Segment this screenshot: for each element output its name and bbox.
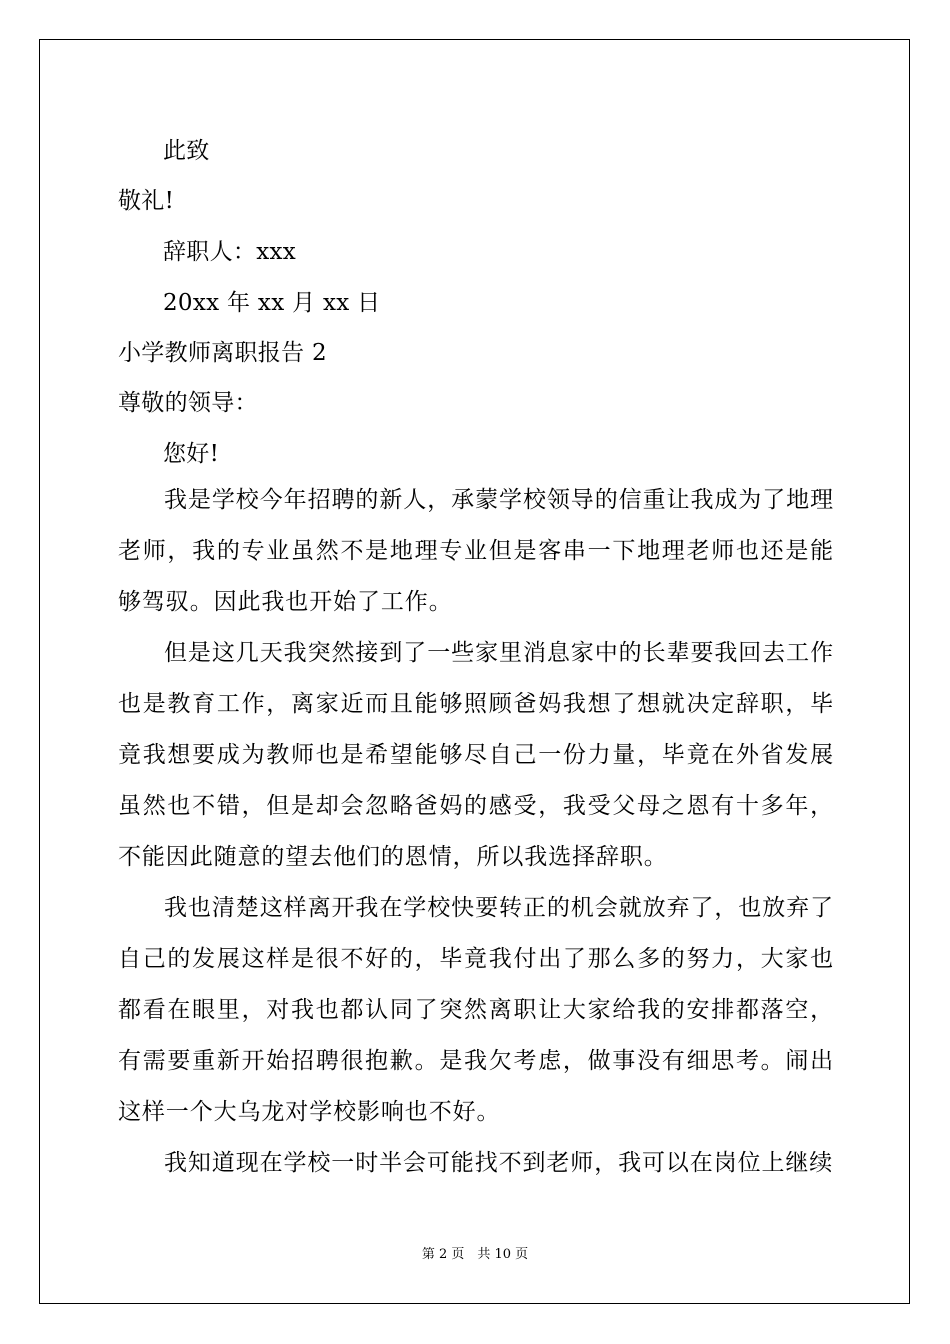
- paragraph-1: 我是学校今年招聘的新人，承蒙学校领导的信重让我成为了地理老师，我的专业虽然不是地理专业但是客串一下地理老师也还是能够驾驭。因此我也开始了工作。: [118, 487, 834, 615]
- paragraph-3: 我也清楚这样离开我在学校快要转正的机会就放弃了，也放弃了自己的发展这样是很不好的，毕竟我付出了那么多的努力，大家也都看在眼里，对我也都认同了突然离职让大家给我的安排都落空，有需要重新开始招聘很抱歉。是我欠考虑，做事没有细思考。闹出这样一个大乌龙对学校影响也不好。: [118, 895, 834, 1125]
- signer-line: 辞职人：xxx: [163, 239, 297, 265]
- date-line: 20xx 年 xx 月 xx 日: [163, 290, 381, 316]
- section-title: 小学教师离职报告 2: [118, 340, 327, 366]
- salute-line: 敬礼!: [118, 188, 175, 214]
- paragraph-4: 我知道现在学校一时半会可能找不到老师，我可以在岗位上继续: [164, 1150, 834, 1176]
- addressee-line: 尊敬的领导：: [118, 390, 258, 416]
- paragraph-2: 但是这几天我突然接到了一些家里消息家中的长辈要我回去工作也是教育工作，离家近而且能够照顾爸妈我想了想就决定辞职，毕竟我想要成为教师也是希望能够尽自己一份力量，毕竟在外省发展虽然也不错，但是却会忽略爸妈的感受，我受父母之恩有十多年，不能因此随意的望去他们的恩情，所以我选择辞职。: [118, 640, 834, 870]
- greeting-line: 您好!: [163, 441, 220, 467]
- page-number-footer: 第 2 页 共 10 页: [421, 1247, 529, 1262]
- closing-line: 此致: [163, 138, 210, 164]
